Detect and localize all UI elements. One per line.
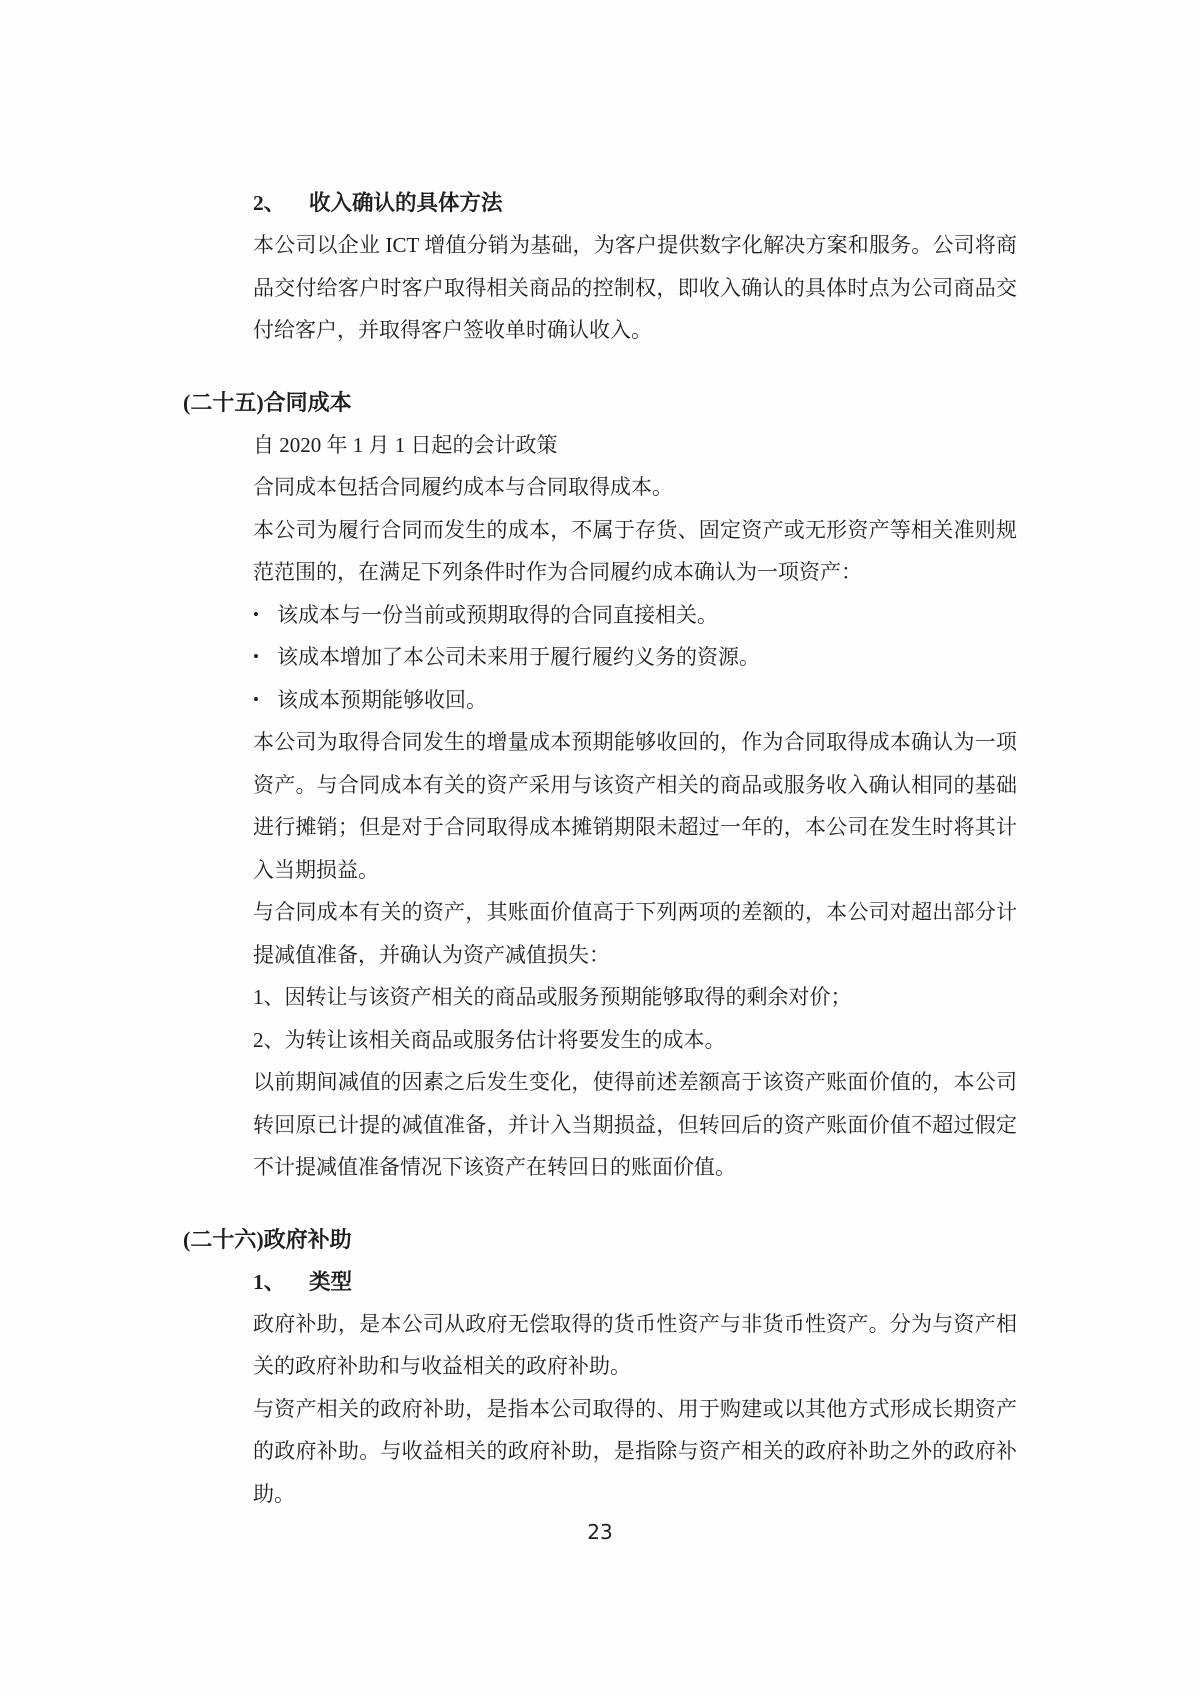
bullet-text: 该成本增加了本公司未来用于履行履约义务的资源。	[277, 645, 760, 669]
impairment-paragraph: 与合同成本有关的资产，其账面价值高于下列两项的差额的，本公司对超出部分计提减值准备，并确认为资产减值损失：	[253, 900, 1017, 967]
impairment-item-2: 2、为转让该相关商品或服务估计将要发生的成本。	[253, 1027, 726, 1052]
acquisition-cost-paragraph: 本公司为取得合同发生的增量成本预期能够收回的，作为合同取得成本确认为一项资产。与合同成本有关的资产采用与该资产相关的商品或服务收入确认相同的基础进行摊销；但是对于合同取得成本摊销期限未超过一年的，本公司在发生时将其计入当期损益。	[253, 730, 1017, 882]
bullet-text: 该成本与一份当前或预期取得的合同直接相关。	[277, 602, 718, 627]
grant-asset-income-paragraph: 与资产相关的政府补助，是指本公司取得的、用于购建或以其他方式形成长期资产的政府补助。与收益相关的政府补助，是指除与资产相关的政府补助之外的政府补助。	[253, 1396, 1017, 1506]
list-item	[253, 636, 1017, 679]
page-number: 23	[587, 1520, 613, 1544]
grant-type-heading	[253, 1261, 1017, 1303]
heading-number: 1、	[253, 1269, 286, 1294]
revenue-recognition-section	[183, 182, 1017, 352]
impairment-item-1: 1、因转让与该资产相关的商品或服务预期能够取得的剩余对价；	[253, 985, 852, 1009]
contract-cost-heading: (二十五)合同成本	[183, 389, 352, 415]
revenue-recognition-heading	[253, 182, 1017, 224]
government-grant-heading: (二十六)政府补助	[183, 1226, 352, 1252]
contract-cost-section	[183, 382, 1017, 1189]
grant-definition-paragraph: 政府补助，是本公司从政府无偿取得的货币性资产与非货币性资产。分为与资产相关的政府补助和与收益相关的政府补助。	[253, 1311, 1017, 1378]
list-item	[253, 679, 1017, 722]
policy-date-line: 自 2020 年 1 月 1 日起的会计政策	[253, 432, 558, 457]
bullet-icon: •	[253, 689, 259, 709]
heading-title: 收入确认的具体方法	[309, 191, 503, 215]
impairment-reversal-paragraph: 以前期间减值的因素之后发生变化，使得前述差额高于该资产账面价值的，本公司转回原已计提的减值准备，并计入当期损益，但转回后的资产账面价值不超过假定不计提减值准备情况下该资产在转回日的账面价值。	[253, 1070, 1017, 1179]
heading-title: 类型	[309, 1269, 353, 1294]
bullet-icon: •	[253, 604, 259, 624]
list-item	[253, 594, 1017, 637]
heading-number: 2、	[253, 191, 286, 215]
bullet-text: 该成本预期能够收回。	[277, 687, 487, 712]
contract-cost-intro: 合同成本包括合同履约成本与合同取得成本。	[253, 475, 673, 499]
bullet-icon: •	[253, 647, 259, 666]
fulfillment-cost-paragraph: 本公司为履行合同而发生的成本，不属于存货、固定资产或无形资产等相关准则规范范围的，在满足下列条件时作为合同履约成本确认为一项资产：	[253, 517, 1017, 584]
government-grant-section	[183, 1219, 1017, 1516]
revenue-recognition-paragraph: 本公司以企业 ICT 增值分销为基础，为客户提供数字化解决方案和服务。公司将商品交付给客户时客户取得相关商品的控制权，即收入确认的具体时点为公司商品交付给客户，并取得客户签收单时确认收入。	[253, 233, 1017, 342]
